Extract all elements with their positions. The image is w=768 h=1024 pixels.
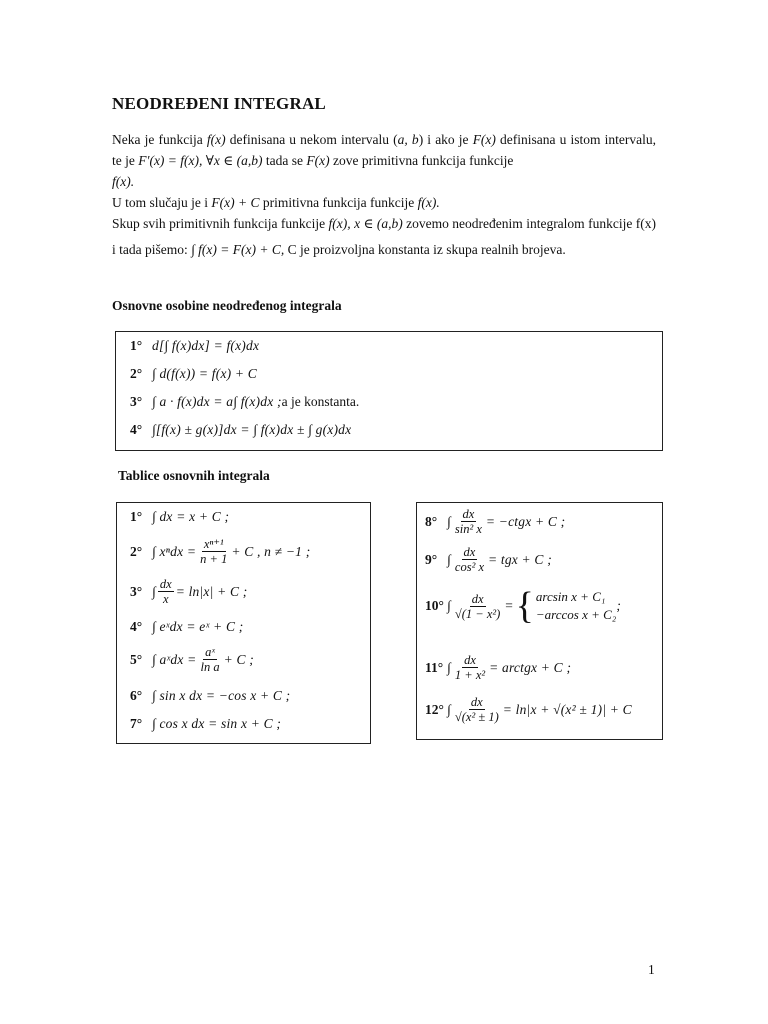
item-number: 11° bbox=[425, 659, 444, 675]
formula-integral: ∫ f(x) = F(x) + C, bbox=[191, 242, 285, 257]
formula: ∫ bbox=[447, 513, 451, 529]
math-fx: f(x). bbox=[417, 195, 440, 210]
item-number: 2° bbox=[130, 366, 143, 381]
math-fx: f(x). bbox=[112, 174, 135, 189]
indefinite-integral-paragraph bbox=[112, 211, 656, 263]
integral-item bbox=[130, 645, 254, 674]
formula: ∫ a · f(x)dx = a∫ f(x)dx ; bbox=[152, 394, 282, 409]
integral-item bbox=[130, 716, 281, 732]
properties-box bbox=[115, 331, 663, 451]
item-number: 1° bbox=[130, 338, 143, 353]
math-FC: F(x) + C bbox=[211, 195, 260, 210]
formula: ∫ d(f(x)) = f(x) + C bbox=[152, 366, 258, 381]
formula: ∫[f(x) ± g(x)]dx = ∫ f(x)dx ± ∫ g(x)dx bbox=[152, 422, 352, 437]
integral-item bbox=[425, 695, 632, 724]
formula: = arctgx + C ; bbox=[489, 659, 572, 675]
formula: ∫ bbox=[447, 551, 451, 567]
text: zove primitivna funkcija funkcije bbox=[329, 153, 514, 168]
properties-heading: Osnovne osobine neodređenog integrala bbox=[112, 298, 342, 313]
case-arccos: −arccos x + C₂ bbox=[535, 607, 617, 622]
formula: = ln|x + √(x² ± 1)| + C bbox=[502, 701, 632, 717]
formula: ∫ eˣdx = eˣ + C ; bbox=[152, 619, 244, 634]
text: U tom slučaju je i bbox=[112, 195, 212, 210]
denominator: x bbox=[163, 592, 169, 606]
denominator: n + 1 bbox=[200, 552, 228, 566]
definition-paragraph bbox=[112, 129, 656, 192]
numerator: dx bbox=[464, 653, 476, 667]
formula: ; bbox=[616, 598, 622, 613]
item-number: 5° bbox=[130, 651, 143, 667]
property-item bbox=[130, 338, 259, 354]
page-number: 1 bbox=[648, 962, 655, 977]
fraction bbox=[453, 653, 487, 682]
tables-heading: Tablice osnovnih integrala bbox=[118, 468, 270, 483]
cases bbox=[536, 588, 616, 624]
numerator: aˣ bbox=[205, 645, 215, 659]
math-fx: f(x) bbox=[206, 132, 226, 147]
text: tada se bbox=[262, 153, 307, 168]
denominator: cos² x bbox=[454, 560, 484, 574]
property-item bbox=[130, 366, 257, 382]
note-text: a je konstanta. bbox=[281, 394, 360, 409]
item-number: 4° bbox=[130, 422, 143, 437]
formula: + C , n ≠ −1 ; bbox=[231, 543, 311, 559]
formula: ∫ aˣdx = bbox=[152, 651, 197, 667]
text: primitivna funkcija funkcije bbox=[259, 195, 418, 210]
integral-item bbox=[130, 509, 229, 525]
fraction bbox=[158, 577, 174, 606]
page-title: NEODREĐENI INTEGRAL bbox=[112, 94, 326, 113]
integral-item bbox=[425, 587, 621, 625]
item-number: 4° bbox=[130, 619, 143, 634]
property-item bbox=[130, 422, 351, 438]
text: C je proizvoljna konstanta iz skupa realnih brojeva. bbox=[284, 242, 566, 257]
text: zovemo neodređenim integralom funkcije f(x) i tada pišemo: bbox=[112, 216, 656, 257]
math-interval: x ∈ (a,b) bbox=[350, 216, 403, 231]
item-number: 9° bbox=[425, 551, 438, 567]
case-arcsin: arcsin x + C₁ bbox=[535, 589, 606, 604]
math-Fx: F(x) bbox=[472, 132, 496, 147]
text: Neka je funkcija bbox=[112, 132, 207, 147]
numerator: xⁿ⁺¹ bbox=[203, 537, 224, 551]
formula: = −ctgx + C ; bbox=[485, 513, 566, 529]
item-number: 3° bbox=[130, 583, 143, 599]
formula: ∫ bbox=[447, 701, 451, 717]
fraction bbox=[453, 507, 484, 536]
formula: = bbox=[504, 598, 514, 613]
math-fx: f(x), bbox=[328, 216, 351, 231]
text: definisana u nekom intervalu ( bbox=[225, 132, 398, 147]
item-number: 7° bbox=[130, 716, 143, 731]
text: Skup svih primitivnih funkcija funkcije bbox=[112, 216, 329, 231]
formula: ∫ bbox=[152, 583, 156, 599]
formula: d[∫ f(x)dx] = f(x)dx bbox=[152, 338, 260, 353]
integral-item bbox=[130, 577, 247, 606]
math-Fx: F(x) bbox=[306, 153, 330, 168]
item-number: 2° bbox=[130, 543, 143, 559]
formula: = ln|x| + C ; bbox=[175, 583, 248, 599]
denominator: √(x² ± 1) bbox=[454, 710, 499, 724]
item-number: 1° bbox=[130, 509, 143, 524]
item-number: 10° bbox=[425, 598, 444, 613]
fraction bbox=[453, 592, 502, 621]
formula: ∫ dx = x + C ; bbox=[152, 509, 230, 524]
text: definisana u istom intervalu, te je bbox=[112, 132, 657, 168]
formula: + C ; bbox=[223, 651, 254, 667]
formula: ∫ sin x dx = −cos x + C ; bbox=[152, 688, 291, 703]
denominator: sin² x bbox=[454, 522, 482, 536]
integral-item bbox=[130, 688, 290, 704]
denominator: √(1 − x²) bbox=[454, 606, 501, 621]
formula: ∫ bbox=[447, 598, 451, 613]
integral-item bbox=[425, 653, 571, 682]
numerator: dx bbox=[463, 545, 476, 559]
integral-item bbox=[130, 537, 310, 566]
integral-table-left bbox=[116, 502, 371, 744]
integral-item bbox=[425, 545, 552, 574]
integral-item bbox=[425, 507, 565, 536]
numerator: dx bbox=[470, 695, 483, 709]
fraction bbox=[453, 545, 486, 574]
fraction bbox=[198, 645, 221, 674]
property-item bbox=[130, 394, 359, 410]
math-ab: a, b bbox=[397, 132, 419, 147]
item-number: 12° bbox=[425, 701, 444, 717]
integral-table-right bbox=[416, 502, 663, 740]
text: ) i ako je bbox=[418, 132, 473, 147]
formula: ∫ bbox=[447, 659, 451, 675]
fraction bbox=[453, 695, 501, 724]
item-number: 8° bbox=[425, 513, 438, 529]
formula: ∫ xⁿdx = bbox=[152, 543, 197, 559]
denominator: 1 + x² bbox=[454, 668, 486, 682]
left-brace-glyph: { bbox=[515, 585, 534, 627]
formula: = tgx + C ; bbox=[488, 551, 552, 567]
case-group bbox=[514, 587, 617, 625]
formula: ∫ cos x dx = sin x + C ; bbox=[152, 716, 282, 731]
integral-item bbox=[130, 619, 243, 635]
numerator: dx bbox=[159, 577, 172, 591]
numerator: dx bbox=[471, 591, 484, 606]
constant-paragraph bbox=[112, 192, 656, 213]
numerator: dx bbox=[462, 507, 475, 521]
item-number: 6° bbox=[130, 688, 143, 703]
fraction bbox=[198, 537, 229, 566]
denominator: ln a bbox=[200, 660, 220, 674]
item-number: 3° bbox=[130, 394, 143, 409]
formula-derivative: F′(x) = f(x), ∀x ∈ (a,b) bbox=[138, 153, 263, 168]
